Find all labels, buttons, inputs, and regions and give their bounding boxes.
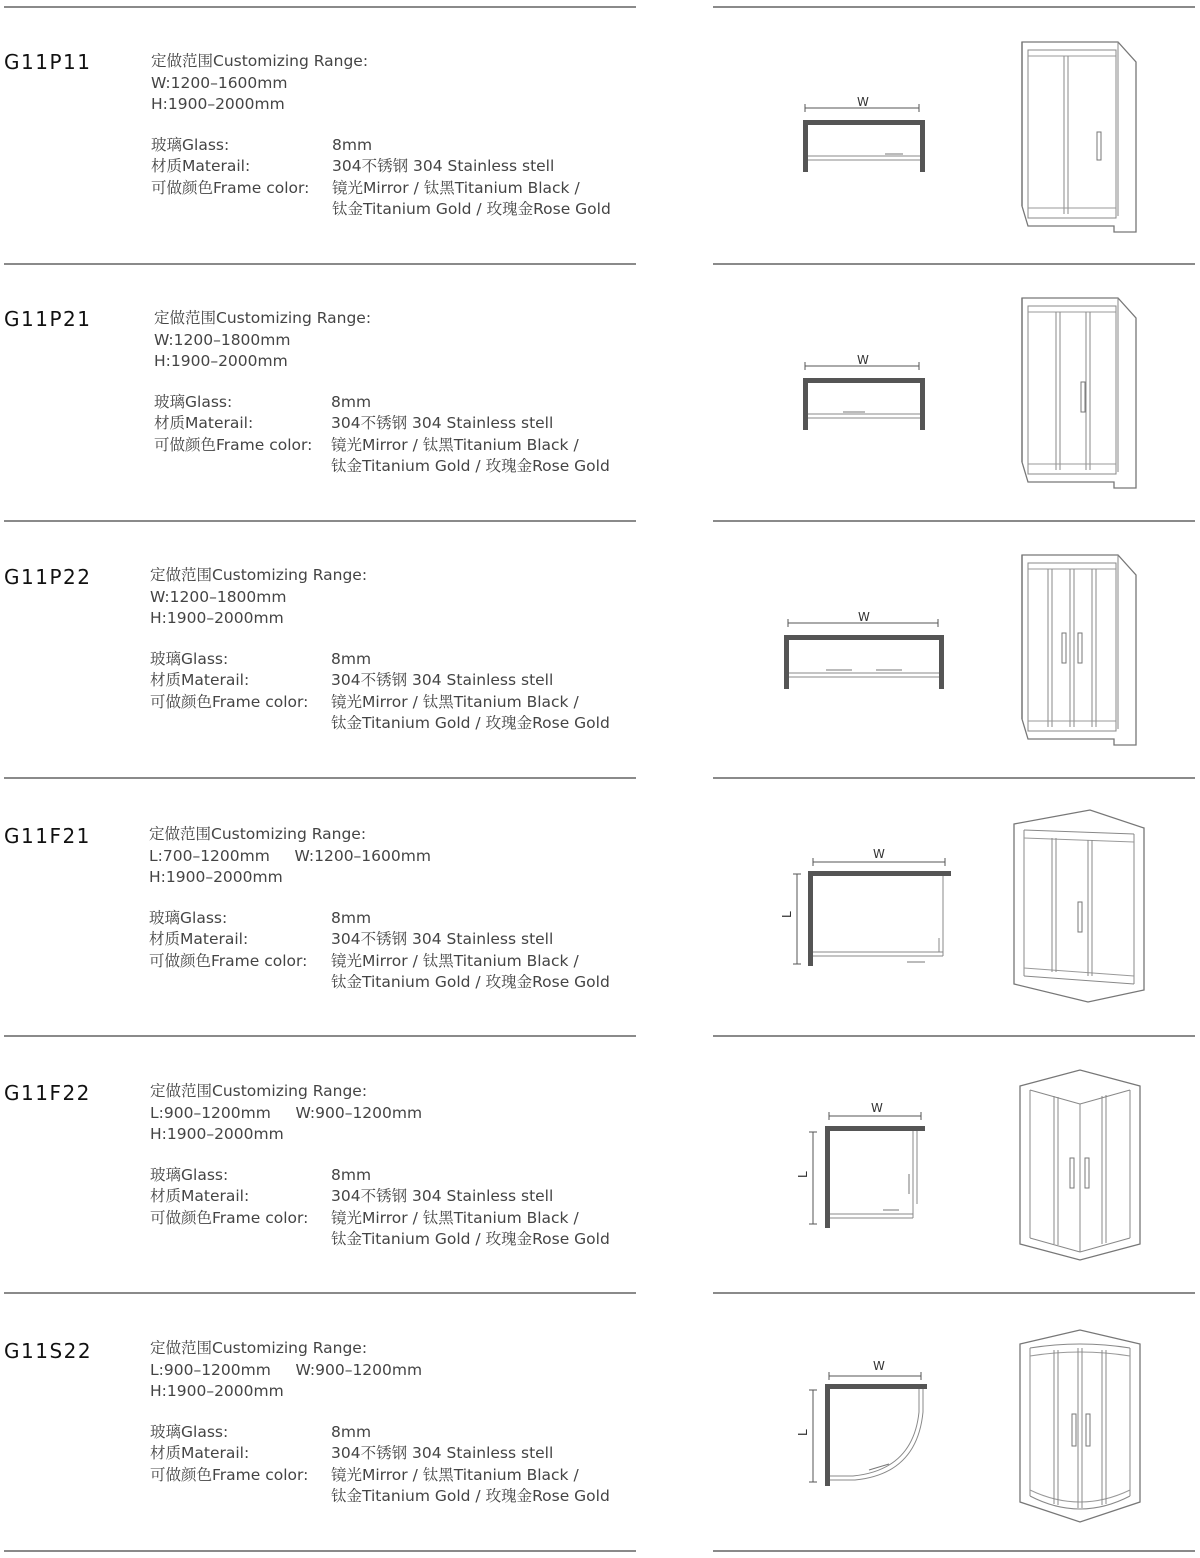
model-code: G11P21 bbox=[4, 307, 92, 331]
iso-diagram-straight-2-panel bbox=[1018, 36, 1140, 236]
iso-diagram-straight-4-panel bbox=[1018, 549, 1140, 749]
glass-value: 8mm bbox=[332, 135, 373, 154]
frame-color-value: 镜光Mirror / 钛黑Titanium Black / bbox=[332, 178, 580, 197]
frame-color-value-cont: 钛金Titanium Gold / 玫瑰金Rose Gold bbox=[331, 1230, 610, 1248]
range-height: H:1900–2000mm bbox=[150, 1125, 284, 1143]
frame-color-label: 可做颜色Frame color: bbox=[151, 178, 310, 197]
w-dimension-label: W bbox=[873, 847, 885, 861]
section-divider bbox=[713, 263, 1195, 265]
material-value: 304不锈钢 304 Stainless stell bbox=[331, 1444, 554, 1462]
section-divider bbox=[4, 520, 636, 522]
spec-block bbox=[154, 308, 610, 478]
section-divider bbox=[4, 1035, 636, 1037]
section-divider bbox=[4, 6, 636, 8]
iso-diagram-straight-3-panel bbox=[1018, 292, 1140, 492]
material-value: 304不锈钢 304 Stainless stell bbox=[331, 1187, 554, 1205]
plan-diagram-rectangle bbox=[775, 840, 957, 970]
range-label: 定做范围Customizing Range: bbox=[154, 309, 372, 327]
range-height: H:1900–2000mm bbox=[154, 352, 288, 370]
material-value: 304不锈钢 304 Stainless stell bbox=[331, 671, 554, 689]
model-code: G11P22 bbox=[4, 565, 92, 589]
glass-value: 8mm bbox=[331, 1165, 372, 1184]
material-label: 材质Materail: bbox=[149, 930, 249, 948]
spec-block bbox=[150, 1338, 610, 1508]
frame-color-label: 可做颜色Frame color: bbox=[150, 692, 309, 711]
range-height: H:1900–2000mm bbox=[150, 1382, 284, 1400]
w-dimension-label: W bbox=[858, 610, 870, 624]
glass-value: 8mm bbox=[331, 908, 372, 927]
w-dimension-label: W bbox=[873, 1359, 885, 1373]
range-dims: L:900–1200mm W:900–1200mm bbox=[150, 1103, 423, 1122]
frame-color-value-cont: 钛金Titanium Gold / 玫瑰金Rose Gold bbox=[331, 714, 610, 732]
model-code: G11F21 bbox=[4, 824, 91, 848]
range-height: H:1900–2000mm bbox=[151, 95, 285, 113]
glass-label: 玻璃Glass: bbox=[150, 649, 229, 668]
spec-block bbox=[150, 565, 610, 735]
spec-block bbox=[151, 51, 611, 221]
iso-diagram-square-corner bbox=[1018, 1066, 1142, 1264]
plan-diagram-straight bbox=[795, 92, 935, 177]
frame-color-label: 可做颜色Frame color: bbox=[150, 1208, 309, 1227]
frame-color-value: 镜光Mirror / 钛黑Titanium Black / bbox=[331, 692, 579, 711]
range-label: 定做范围Customizing Range: bbox=[150, 1082, 368, 1100]
plan-diagram-quadrant bbox=[795, 1352, 935, 1492]
frame-color-value-cont: 钛金Titanium Gold / 玫瑰金Rose Gold bbox=[331, 973, 610, 991]
section-divider bbox=[4, 1550, 636, 1552]
frame-color-label: 可做颜色Frame color: bbox=[150, 1465, 309, 1484]
section-divider bbox=[713, 6, 1195, 8]
plan-diagram-straight bbox=[795, 348, 935, 433]
spec-block bbox=[149, 824, 610, 994]
section-divider bbox=[4, 263, 636, 265]
section-divider bbox=[713, 777, 1195, 779]
range-height: H:1900–2000mm bbox=[149, 868, 283, 886]
section-divider bbox=[4, 777, 636, 779]
frame-color-value: 镜光Mirror / 钛黑Titanium Black / bbox=[331, 1208, 579, 1227]
plan-diagram-square bbox=[795, 1094, 935, 1234]
range-dims: W:1200–1800mm bbox=[154, 330, 291, 349]
iso-diagram-quadrant-corner bbox=[1016, 1326, 1144, 1526]
material-label: 材质Materail: bbox=[150, 1444, 250, 1462]
material-value: 304不锈钢 304 Stainless stell bbox=[331, 930, 554, 948]
frame-color-value-cont: 钛金Titanium Gold / 玫瑰金Rose Gold bbox=[331, 457, 610, 475]
spec-block bbox=[150, 1081, 610, 1251]
section-divider bbox=[4, 1292, 636, 1294]
material-label: 材质Materail: bbox=[151, 157, 251, 175]
w-dimension-label: W bbox=[871, 1101, 883, 1115]
range-label: 定做范围Customizing Range: bbox=[150, 566, 368, 584]
section-divider bbox=[713, 1550, 1195, 1552]
w-dimension-label: W bbox=[857, 95, 869, 109]
glass-label: 玻璃Glass: bbox=[151, 135, 230, 154]
range-label: 定做范围Customizing Range: bbox=[151, 52, 369, 70]
frame-color-label: 可做颜色Frame color: bbox=[149, 951, 308, 970]
range-dims: W:1200–1600mm bbox=[151, 73, 288, 92]
glass-value: 8mm bbox=[331, 1422, 372, 1441]
material-label: 材质Materail: bbox=[150, 671, 250, 689]
range-label: 定做范围Customizing Range: bbox=[150, 1339, 368, 1357]
section-divider bbox=[713, 1035, 1195, 1037]
range-dims: W:1200–1800mm bbox=[150, 587, 287, 606]
range-height: H:1900–2000mm bbox=[150, 609, 284, 627]
glass-label: 玻璃Glass: bbox=[154, 392, 233, 411]
l-dimension-label: L bbox=[796, 1171, 810, 1178]
glass-label: 玻璃Glass: bbox=[150, 1165, 229, 1184]
range-dims: L:700–1200mm W:1200–1600mm bbox=[149, 846, 431, 865]
model-code: G11P11 bbox=[4, 50, 92, 74]
frame-color-value-cont: 钛金Titanium Gold / 玫瑰金Rose Gold bbox=[332, 200, 611, 218]
model-code: G11F22 bbox=[4, 1081, 91, 1105]
section-divider bbox=[713, 520, 1195, 522]
glass-label: 玻璃Glass: bbox=[150, 1422, 229, 1441]
model-code: G11S22 bbox=[4, 1339, 93, 1363]
material-label: 材质Materail: bbox=[150, 1187, 250, 1205]
material-value: 304不锈钢 304 Stainless stell bbox=[331, 414, 554, 432]
frame-color-label: 可做颜色Frame color: bbox=[154, 435, 313, 454]
material-label: 材质Materail: bbox=[154, 414, 254, 432]
frame-color-value-cont: 钛金Titanium Gold / 玫瑰金Rose Gold bbox=[331, 1487, 610, 1505]
glass-value: 8mm bbox=[331, 392, 372, 411]
material-value: 304不锈钢 304 Stainless stell bbox=[332, 157, 555, 175]
l-dimension-label: L bbox=[796, 1429, 810, 1436]
section-divider bbox=[713, 1292, 1195, 1294]
frame-color-value: 镜光Mirror / 钛黑Titanium Black / bbox=[331, 951, 579, 970]
w-dimension-label: W bbox=[857, 353, 869, 367]
range-label: 定做范围Customizing Range: bbox=[149, 825, 367, 843]
glass-value: 8mm bbox=[331, 649, 372, 668]
frame-color-value: 镜光Mirror / 钛黑Titanium Black / bbox=[331, 1465, 579, 1484]
l-dimension-label: L bbox=[780, 911, 794, 918]
frame-color-value: 镜光Mirror / 钛黑Titanium Black / bbox=[331, 435, 579, 454]
plan-diagram-straight-double bbox=[778, 605, 950, 695]
glass-label: 玻璃Glass: bbox=[149, 908, 228, 927]
range-dims: L:900–1200mm W:900–1200mm bbox=[150, 1360, 423, 1379]
iso-diagram-rectangle-corner bbox=[1012, 808, 1146, 1004]
